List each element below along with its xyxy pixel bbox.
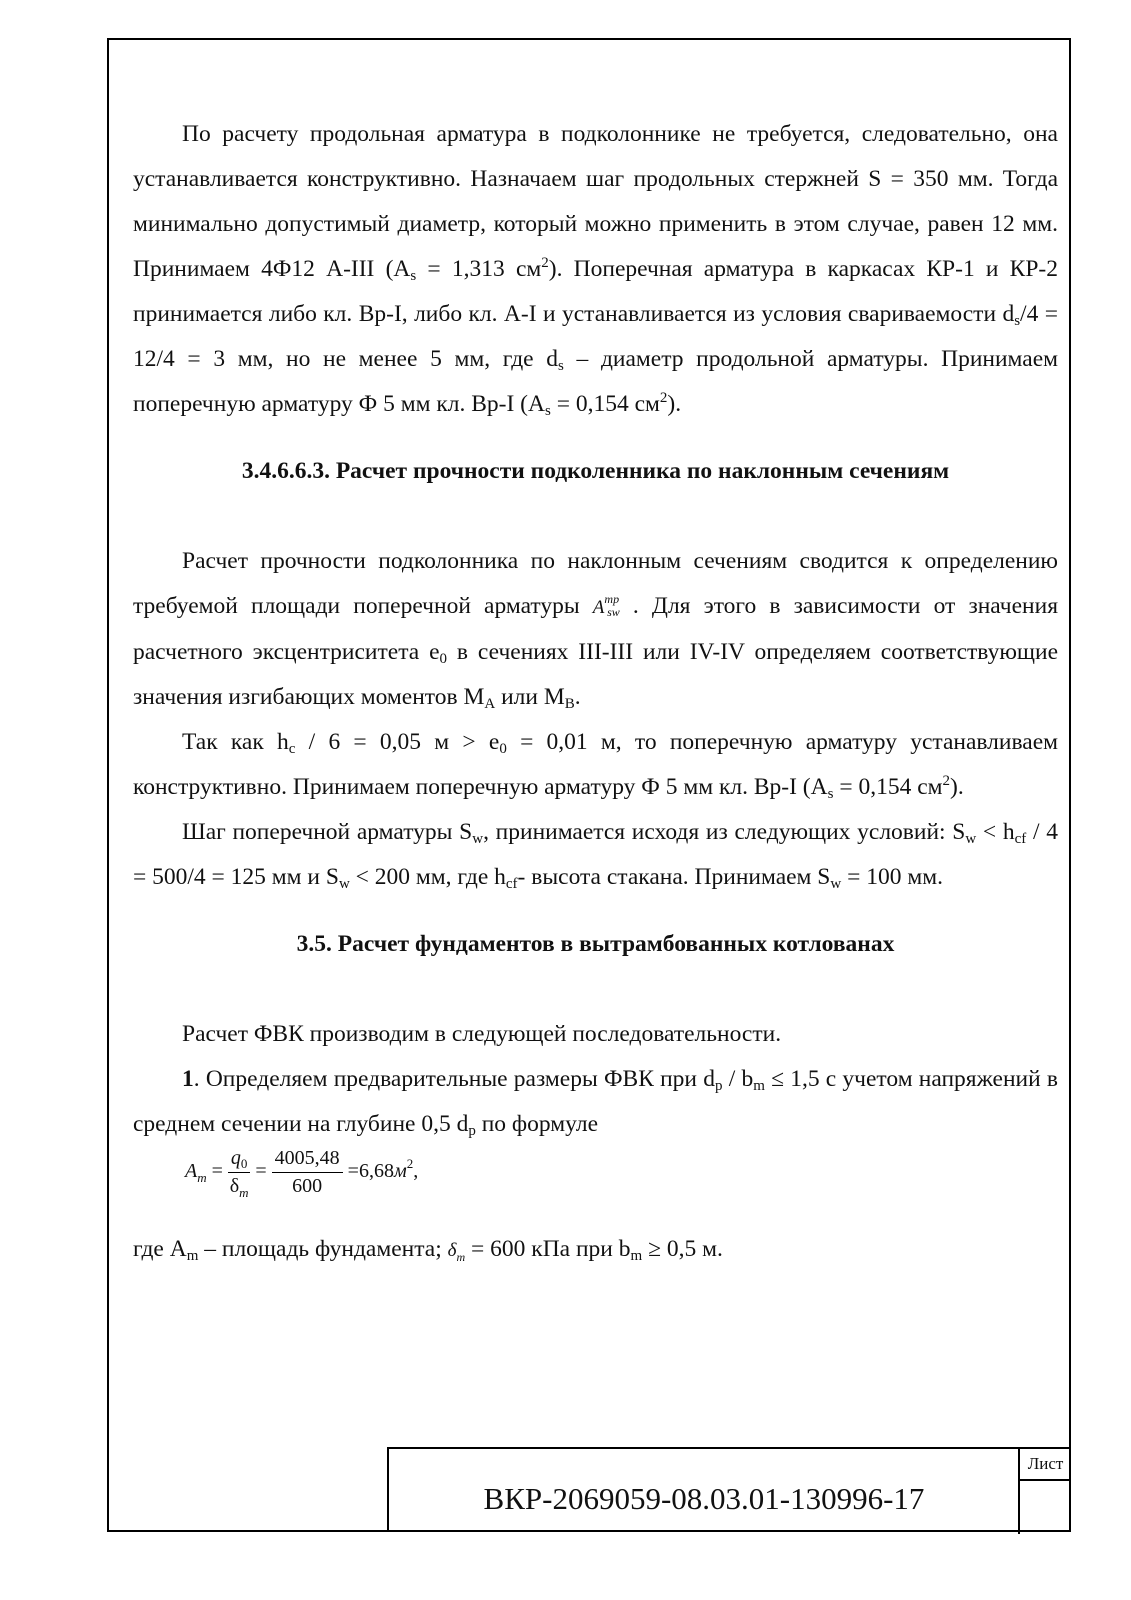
paragraph-fvk-intro: Расчет ФВК производим в следующей последовательности. xyxy=(182,1021,782,1047)
paragraph-inclined-sections: Расчет прочности подколонника по наклонным сечениям сводится к определению требуемой площади поперечной арматуры $A^{mp}_{sw}$ . Для этого в зависимости от значения расчетного эксцентриситета $e_0$ в сечениях III-III или IV-IV определяем соответствующие значения изгибающих моментов $M_A$ или $M_B$. xyxy=(133,548,1059,712)
title-block xyxy=(387,1447,1071,1532)
paragraph-reinforcement: По расчету продольная арматура в подколоннике не требуется, следовательно, она устанавливается конструктивно. Назначаем шаг продольных стержней S = 350 мм. Тогда минимально допустимый диаметр, который можно применить в этом случае, равен 12 мм. Принимаем 4Ф12 А-III ($A_s = 1,313$ $см^2$). Поперечная арматура в каркасах КР-1 и КР-2 принимается либо кл. Вр-I, либо кл. A-I и устанавливается из условия свариваемости $d_s/4 = 12/4 = 3$ мм, но не менее 5 мм, где $d_s$ – диаметр продольной арматуры. Принимаем поперечную арматуру Ф 5 мм кл. Вр-I ($A_s = 0,154$ $см^2$). xyxy=(133,121,1058,419)
paragraph-eccentricity-check: Так как $h_c / 6 = 0,05$ $м > e_0 = 0,01$ м, то поперечную арматуру устанавливаем конструктивно. Принимаем поперечную арматуру Ф 5 мм кл. Вр-I ($A_s = 0,154$ $см^2$). xyxy=(133,729,1058,802)
section-heading-3-4-6-6-3: 3.4.6.6.3. Расчет прочности подколенника по наклонным сечениям xyxy=(241,458,950,484)
section-heading-3-5: 3.5. Расчет фундаментов в вытрамбованных котлованах xyxy=(296,931,895,957)
symbol-a-sw: $A^{mp}_{sw}$ xyxy=(592,592,620,619)
fraction-q0-delta: $\frac{q_0}{\delta_m}$ xyxy=(229,1147,249,1200)
paragraph-stirrup-spacing: Шаг поперечной арматуры $S_w$, принимается исходя из следующих условий: $S_w < h_{cf} / 4 = 500/4 = 125$ мм и $S_w < 200$ мм, где $h_{cf}-$ высота стакана. Принимаем $S_w = 100$ мм. xyxy=(133,819,1058,892)
paragraph-where-am: где $A_m$ – площадь фундамента; $\delta_m = 600$ кПа при $b_m \ge 0,5$ м. xyxy=(133,1236,723,1264)
document-body xyxy=(133,112,1058,1273)
document-code: ВКР-2069059-08.03.01-130996-17 xyxy=(483,1481,925,1516)
paragraph-step-1: 1. Определяем предварительные размеры ФВК при $d_p / b_m \le 1,5$ с учетом напряжений в среднем сечении на глубине 0,5 $d_p$ по формуле xyxy=(133,1066,1059,1139)
formula-area: $A_m$ = $\frac{q_0}{\delta_m}$ = $\frac{4005,48}{600}$ $=6,68м^2$, xyxy=(185,1147,419,1200)
sheet-label: Лист xyxy=(1020,1449,1071,1481)
fraction-values: $\frac{4005,48}{600}$ xyxy=(272,1147,343,1198)
sheet-number-box xyxy=(1018,1449,1071,1534)
